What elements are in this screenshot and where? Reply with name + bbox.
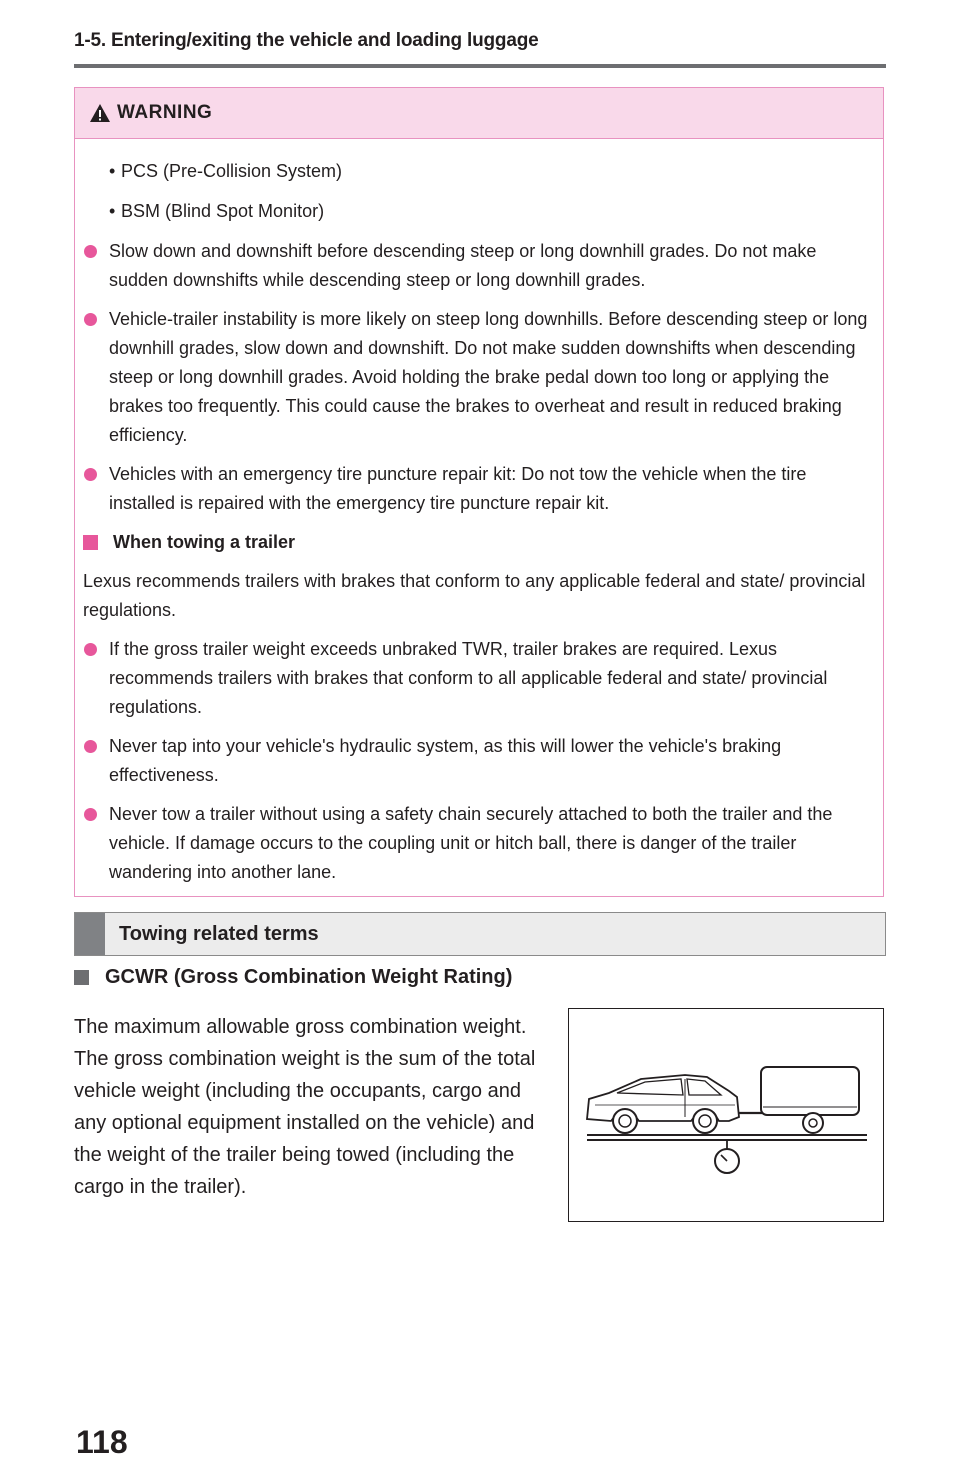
- warning-title: WARNING: [117, 102, 213, 123]
- warning-triangle-icon: [89, 103, 111, 123]
- warning-item: Vehicles with an emergency tire puncture repair kit: Do not tow the vehicle when the tire installed is repaired with the emergency tire puncture repair kit.: [83, 460, 871, 518]
- bullet-dot-icon: [84, 245, 97, 258]
- warning-header: [75, 88, 883, 139]
- warning-item: If the gross trailer weight exceeds unbraked TWR, trailer brakes are required. Lexus recommends trailers with brakes that conform to all applicable federal and state/ provincial regulations.: [83, 635, 871, 722]
- warning-item: Never tap into your vehicle's hydraulic system, as this will lower the vehicle's braking effectiveness.: [83, 732, 871, 790]
- bullet-dot-icon: [84, 808, 97, 821]
- section-title: Towing related terms: [119, 922, 319, 945]
- gcwr-heading: GCWR (Gross Combination Weight Rating): [74, 966, 512, 989]
- square-bullet-icon: [83, 535, 98, 550]
- towing-intro: Lexus recommends trailers with brakes that conform to any applicable federal and state/ provincial regulations.: [83, 571, 866, 620]
- bullet-dot-icon: [84, 468, 97, 481]
- towing-subheading: When towing a trailer: [83, 528, 871, 557]
- gcwr-description: The maximum allowable gross combination weight. The gross combination weight is the sum of the total vehicle weight (including the occupants, cargo and any optional equipment installed on the vehicle) and the weight of the trailer being towed (including the cargo in the trailer).: [74, 1016, 536, 1198]
- page-number: 118: [76, 1424, 128, 1460]
- section-heading-bar: [74, 912, 886, 956]
- square-bullet-icon: [74, 970, 89, 985]
- section-accent: [75, 913, 105, 955]
- warning-item: Never tow a trailer without using a safety chain securely attached to both the trailer and the vehicle. If damage occurs to the coupling unit or hitch ball, there is danger of the trailer wandering into another lane.: [83, 800, 871, 887]
- warning-box: [74, 87, 884, 897]
- bullet-dot-icon: [84, 313, 97, 326]
- bullet-dot-icon: [84, 643, 97, 656]
- car-trailer-scale-illustration: [569, 1009, 882, 1220]
- warning-body: [75, 139, 883, 887]
- running-header: 1-5. Entering/exiting the vehicle and loading luggage: [74, 30, 539, 51]
- bullet-dot-icon: [84, 740, 97, 753]
- sub-bullet: • PCS (Pre-Collision System): [109, 161, 343, 181]
- towing-illustration: [568, 1008, 884, 1222]
- sub-bullet: • BSM (Blind Spot Monitor): [109, 201, 325, 221]
- warning-item: Vehicle-trailer instability is more likely on steep long downhills. Before descending steep or long downhill grades, slow down and downshift. Do not make sudden downshifts when descending steep or long downhill grades. Avoid holding the brake pedal down too long or applying the brakes too frequently. This could cause the brakes to overheat and result in reduced braking efficiency.: [83, 305, 871, 450]
- header-rule: [74, 64, 886, 68]
- warning-item: Slow down and downshift before descending steep or long downhill grades. Do not make sudden downshifts while descending steep or long downhill grades.: [83, 237, 871, 295]
